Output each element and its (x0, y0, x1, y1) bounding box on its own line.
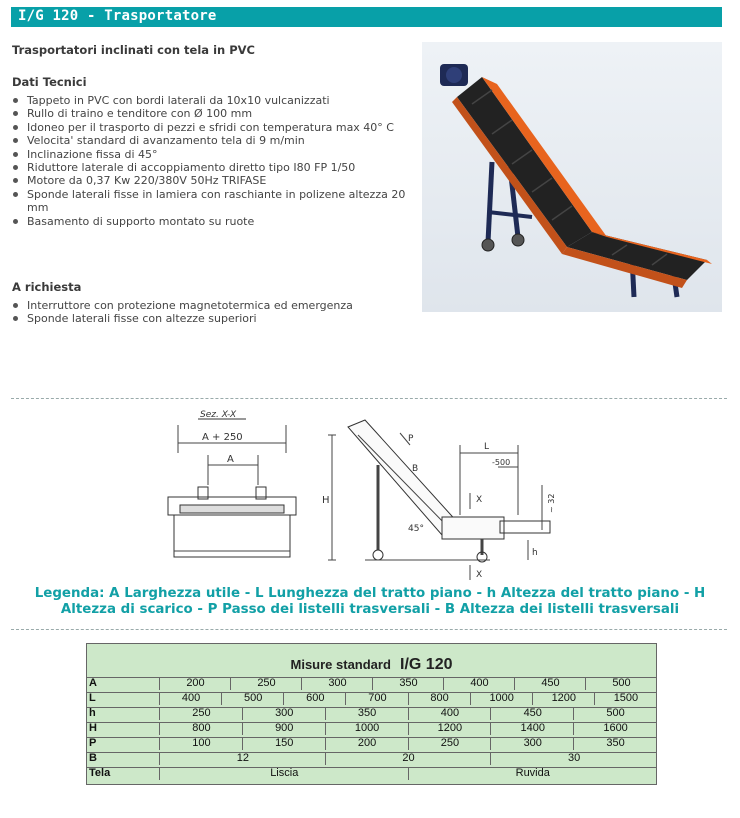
table-cell: 12 (159, 752, 326, 765)
table-cell: 800 (408, 692, 471, 705)
table-cell: 200 (325, 737, 409, 750)
on-request-list (12, 299, 412, 326)
table-cell: 300 (242, 707, 326, 720)
dimensions-table (86, 643, 657, 785)
row-label: H (89, 722, 97, 734)
tech-data-item: Tappeto in PVC con bordi laterali da 10x10 vulcanizzati (12, 94, 412, 107)
table-cell: 1400 (490, 722, 574, 735)
tech-data-item: Idoneo per il trasporto di pezzi e sfridi con temperatura max 40° C (12, 121, 412, 134)
tech-data-item: Rullo di traino e tenditore con Ø 100 mm (12, 107, 412, 120)
technical-drawing-svg (150, 405, 590, 585)
row-label: A (89, 677, 97, 689)
tech-data-item: Velocita' standard di avanzamento tela di 9 m/min (12, 134, 412, 147)
section-mark-x-top: X (476, 495, 483, 505)
table-cell: 350 (573, 737, 657, 750)
table-cell: 350 (372, 677, 444, 690)
dim-h-big: H (322, 495, 330, 506)
conveyor-photo (422, 42, 722, 312)
on-request-item: Interruttore con protezione magnetotermica ed emergenza (12, 299, 412, 312)
table-cell: 200 (159, 677, 231, 690)
dim-p: P (408, 434, 414, 444)
dim-a: A (227, 454, 234, 465)
table-cell: 450 (490, 707, 574, 720)
dim-h-small: h (532, 548, 538, 558)
table-cell: 300 (301, 677, 373, 690)
table-row (87, 767, 656, 781)
table-row (87, 737, 656, 751)
dim-b: B (412, 464, 419, 474)
table-cell: 1000 (470, 692, 533, 705)
table-cell: 400 (443, 677, 515, 690)
table-cell: Ruvida (408, 767, 658, 780)
table-title (87, 644, 656, 676)
table-row (87, 722, 656, 736)
table-cell: Liscia (159, 767, 409, 780)
dim-l: L (484, 442, 490, 452)
table-cell: 500 (585, 677, 657, 690)
conveyor-illustration (422, 42, 722, 312)
page-header (11, 7, 722, 27)
table-cell: 350 (325, 707, 409, 720)
row-label: P (89, 737, 97, 749)
page-title: I/G 120 - Trasportatore (18, 8, 217, 24)
table-cell: 100 (159, 737, 243, 750)
section-mark-x-bottom: X (476, 570, 483, 580)
tech-data-list (12, 94, 412, 228)
table-cell: 1200 (408, 722, 492, 735)
table-row (87, 677, 656, 691)
dim-500: -500 (492, 458, 511, 467)
table-row (87, 692, 656, 706)
table-cell: 1000 (325, 722, 409, 735)
table-cell: 1500 (594, 692, 657, 705)
table-cell: 500 (573, 707, 657, 720)
table-cell: 250 (408, 737, 492, 750)
table-cell: 30 (490, 752, 657, 765)
table-cell: 800 (159, 722, 243, 735)
table-cell: 250 (159, 707, 243, 720)
table-cell: 400 (408, 707, 492, 720)
row-label: L (89, 692, 96, 704)
table-model: I/G 120 (400, 656, 453, 673)
tech-data-item: Inclinazione fissa di 45° (12, 148, 412, 161)
tech-data-heading: Dati Tecnici (12, 75, 87, 89)
tech-data-item: Basamento di supporto montato su ruote (12, 215, 412, 228)
table-cell: 150 (242, 737, 326, 750)
table-cell: 700 (345, 692, 408, 705)
dim-32: ~ 32 (547, 493, 556, 513)
table-cell: 1200 (532, 692, 595, 705)
table-row (87, 707, 656, 721)
table-cell: 1600 (573, 722, 657, 735)
table-cell: 250 (230, 677, 302, 690)
table-row (87, 752, 656, 766)
tech-data-item: Motore da 0,37 Kw 220/380V 50Hz TRIFASE (12, 174, 412, 187)
table-cell: 450 (514, 677, 586, 690)
table-cell: 500 (221, 692, 284, 705)
table-cell: 300 (490, 737, 574, 750)
row-label: B (89, 752, 97, 764)
table-cell: 900 (242, 722, 326, 735)
dim-a-plus-250: A + 250 (202, 432, 243, 443)
product-subtitle: Trasportatori inclinati con tela in PVC (12, 43, 255, 57)
on-request-heading: A richiesta (12, 280, 82, 294)
technical-drawing (150, 405, 590, 585)
tech-data-item: Riduttore laterale di accoppiamento diretto tipo I80 FP 1/50 (12, 161, 412, 174)
row-label: Tela (89, 767, 111, 779)
table-cell: 600 (283, 692, 346, 705)
table-title-text: Misure standard (290, 657, 391, 672)
table-cell: 20 (325, 752, 492, 765)
row-label: h (89, 707, 96, 719)
divider-top (11, 398, 727, 399)
on-request-item: Sponde laterali fisse con altezze superiori (12, 312, 412, 325)
table-cell: 400 (159, 692, 222, 705)
section-label: Sez. X-X (200, 410, 237, 420)
dim-angle: 45° (408, 524, 424, 534)
divider-bottom (11, 629, 727, 630)
legend-text: Legenda: A Larghezza utile - L Lunghezza del tratto piano - h Altezza del tratto piano - H Altezza di scarico - P Passo dei listelli trasversali - B Altezza dei listelli trasversali (34, 586, 706, 617)
tech-data-item: Sponde laterali fisse in lamiera con raschiante in polizene altezza 20 mm (12, 188, 412, 215)
